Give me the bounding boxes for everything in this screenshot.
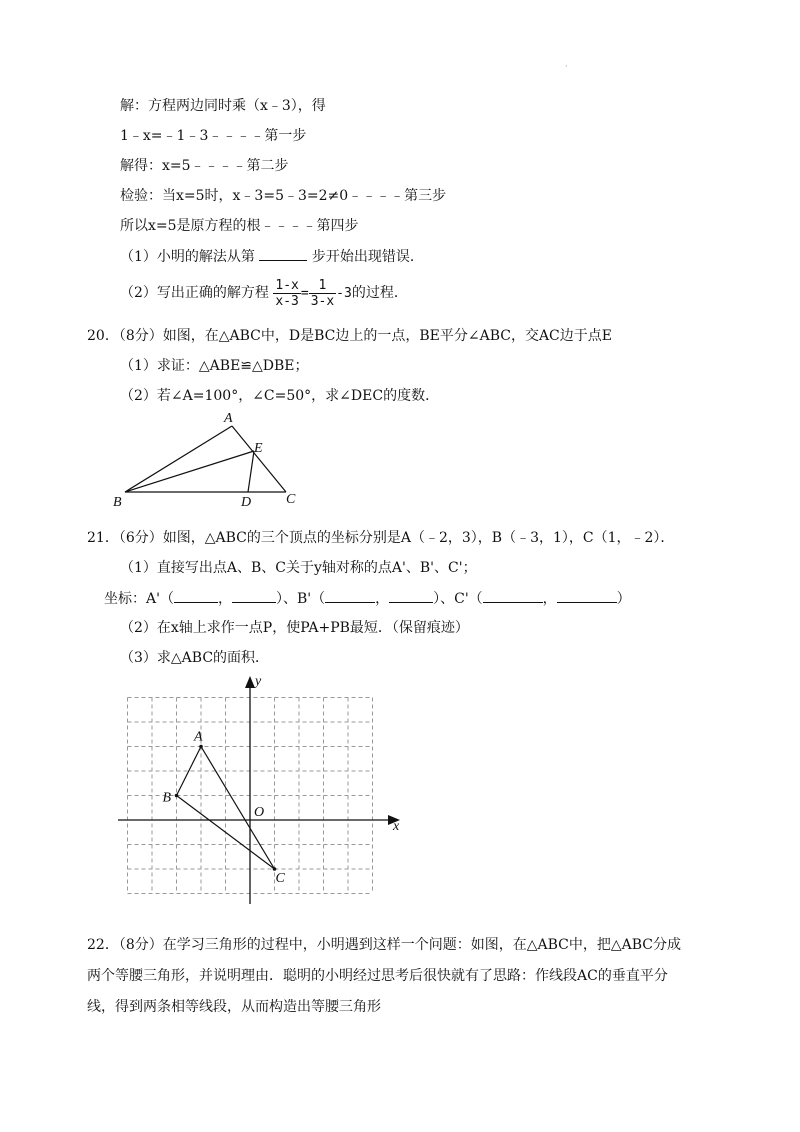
q19-step4: 所以x=5是原方程的根﹣﹣﹣﹣第四步: [120, 218, 359, 234]
q19-step1: 1﹣x=﹣1﹣3﹣﹣﹣﹣第一步: [120, 128, 307, 144]
segment-ba: [125, 426, 232, 492]
segment-de: [248, 451, 254, 492]
q21-part2: （2）在x轴上求作一点P，使PA+PB最短．（保留痕迹）: [120, 620, 469, 636]
fraction-2-numerator: 1: [309, 278, 336, 294]
answer-blank[interactable]: [259, 246, 307, 261]
q19-solution-intro: 解：方程两边同时乘（x﹣3），得: [120, 98, 326, 114]
q20-part1: （1）求证：△ABE≌△DBE；: [120, 358, 309, 374]
c-prime-label: ）、C'（: [433, 591, 483, 607]
comma: ，: [375, 591, 390, 607]
q21-part1: （1）直接写出点A、B、C关于y轴对称的点A'、B'、C'；: [120, 560, 477, 576]
fraction-2-denominator: 3-x: [310, 293, 335, 309]
q19-part1-prefix: （1）小明的解法从第: [120, 249, 255, 265]
coordinate-grid-figure: [110, 672, 410, 908]
point-a: [199, 745, 203, 749]
q21-stem: 21．（6分）如图，△ABC的三个顶点的坐标分别是A（﹣2，3），B（﹣3，1），C（1，﹣2）．: [87, 530, 675, 546]
c-prime-y-blank[interactable]: [557, 588, 617, 603]
b-prime-y-blank[interactable]: [389, 588, 433, 603]
q22-line1: 22．（8分）在学习三角形的过程中，小明遇到这样一个问题：如图，在△ABC中，把△ABC分成: [87, 937, 681, 953]
x-axis-label: x: [393, 819, 400, 834]
fraction-2: [309, 278, 336, 309]
c-prime-x-blank[interactable]: [483, 588, 543, 603]
q21-coordinates: [104, 588, 631, 609]
q19-part2-prefix: （2）写出正确的解方程: [120, 285, 269, 301]
a-prime-y-blank[interactable]: [232, 588, 276, 603]
fraction-1-denominator: x-3: [275, 293, 299, 309]
q22-line3: 线，得到两条相等线段，从而构造出等腰三角形: [87, 999, 381, 1015]
triangle-figure: [100, 408, 320, 512]
q20-part2: （2）若∠A=100°，∠C=50°，求∠DEC的度数．: [120, 388, 440, 404]
q20-stem: 20．（8分）如图，在△ABC中，D是BC边上的一点，BE平分∠ABC，交AC边于点E: [87, 328, 612, 344]
point-c-label: C: [275, 871, 285, 886]
q19-part1-suffix: 步开始出现错误．: [311, 249, 424, 265]
minus-three: -3: [336, 286, 352, 301]
a-prime-label: A'（: [146, 591, 174, 607]
segment-ac: [232, 426, 286, 492]
point-b: [175, 794, 179, 798]
label-b: B: [113, 495, 122, 510]
q19-part2: [120, 276, 408, 311]
label-a: A: [224, 411, 233, 426]
b-prime-label: ）、B'（: [275, 591, 326, 607]
q19-part2-suffix: 的过程．: [351, 285, 408, 301]
comma: ，: [542, 591, 557, 607]
point-b-label: B: [162, 790, 172, 806]
fraction-1: [273, 278, 300, 309]
fraction-1-numerator: 1-x: [275, 277, 299, 293]
label-e: E: [254, 441, 263, 456]
q19-step2: 解得：x=5﹣﹣﹣﹣第二步: [120, 158, 289, 174]
y-axis-arrow-icon: [245, 676, 255, 688]
q19-part1: [120, 246, 424, 267]
coord-label: 坐标：: [104, 591, 146, 607]
segment-be: [125, 451, 254, 492]
origin-label: O: [254, 805, 265, 820]
label-c: C: [286, 492, 296, 507]
point-a-label: A: [194, 729, 203, 745]
b-prime-x-blank[interactable]: [325, 588, 375, 603]
a-prime-x-blank[interactable]: [174, 588, 218, 603]
comma: ，: [217, 591, 232, 607]
corner-mark: ·: [565, 62, 568, 71]
q22-line2: 两个等腰三角形，并说明理由．聪明的小明经过思考后很快就有了思路：作线段AC的垂直平分: [87, 968, 668, 984]
q21-part3: （3）求△ABC的面积．: [120, 650, 270, 666]
equals-sign: =: [300, 286, 309, 301]
q19-step3: 检验：当x=5时，x﹣3=5﹣3=2≠0﹣﹣﹣﹣第三步: [120, 188, 447, 204]
close-paren: ）: [616, 591, 631, 607]
y-axis-label: y: [255, 674, 262, 689]
label-d: D: [241, 495, 252, 510]
